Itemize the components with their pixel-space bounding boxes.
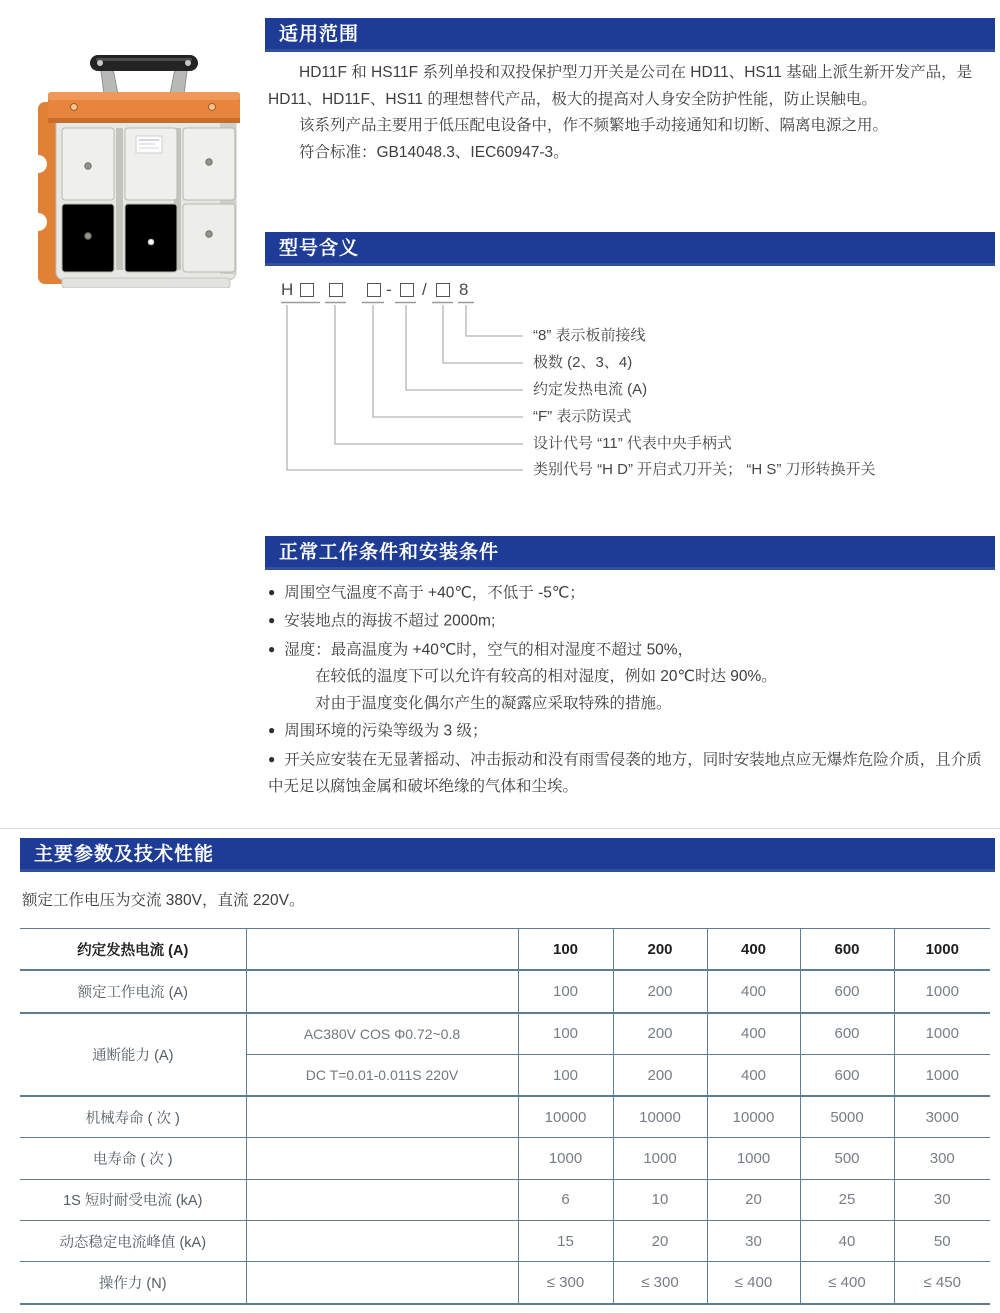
row-label: 额定工作电流 (A) [20,970,246,1012]
cell-value: 5000 [800,1096,894,1138]
model-legend-front-wiring: “8” 表示板前接线 [533,327,646,344]
carry-handle [90,55,198,71]
cell-value: 1000 [894,1013,990,1055]
cell-value: 10000 [613,1096,707,1138]
bullet-icon: ● [268,641,276,656]
cell-value: 400 [707,1054,800,1096]
cell-value: 50 [894,1221,990,1262]
row-label: 约定发热电流 (A) [20,929,246,971]
cell-value: 1000 [894,929,990,971]
cell-value: 600 [800,1013,894,1055]
cell-value: 600 [800,929,894,971]
model-code-box-5 [436,283,450,297]
row-label: 机械寿命 ( 次 ) [20,1096,246,1138]
scope-paragraphs [268,60,995,166]
cell-value: 20 [613,1221,707,1262]
cell-value: ≤ 300 [613,1262,707,1304]
bullet-icon: ● [268,723,276,738]
condition-item-continuation: 对由于温度变化偶尔产生的凝露应采取特殊的措施。 [315,694,672,712]
condition-item: ● 湿度：最高温度为 +40℃时，空气的相对湿度不超过 50%， [268,641,694,659]
cell-value: 200 [613,1013,707,1055]
cell-value: 600 [800,1054,894,1096]
product-photo [16,36,254,288]
cell-value: 600 [800,970,894,1012]
cell-value: ≤ 400 [707,1262,800,1304]
model-legend-poles: 极数 (2、3、4) [533,354,633,371]
cell-value: 300 [894,1138,990,1179]
params-intro: 额定工作电压为交流 380V，直流 220V。 [22,892,305,909]
cell-value: 400 [707,929,800,971]
cell-value: ≤ 400 [800,1262,894,1304]
cell-value: 400 [707,1013,800,1055]
rating-label [136,136,162,153]
row-condition [246,970,518,1012]
condition-item: ● 安装地点的海拔不超过 2000m; [268,612,496,630]
cell-value: 6 [518,1179,613,1220]
cell-value: 10 [613,1179,707,1220]
table-row [20,1221,990,1262]
cell-value: 3000 [894,1096,990,1138]
cell-value: 100 [518,970,613,1012]
cell-value: 15 [518,1221,613,1262]
model-code-slash: / [422,280,427,299]
cell-value: 100 [518,1013,613,1055]
condition-item: ● 开关应安装在无显著摇动、冲击振动和没有雨雪侵袭的地方，同时安装地点应无爆炸危险介质，且介质中无足以腐蚀金属和破坏绝缘的气体和尘埃。 [268,751,982,796]
cell-value: 200 [613,929,707,971]
cell-value: 1000 [894,1054,990,1096]
row-condition: DC T=0.01-0.011S 220V [246,1054,518,1096]
cell-value: 200 [613,970,707,1012]
model-code-suffix: 8 [459,280,469,299]
cell-value: 100 [518,1054,613,1096]
model-code-prefix: H [281,280,294,299]
model-legend-error-proof: “F” 表示防误式 [533,408,632,425]
cell-value: 1000 [613,1138,707,1179]
row-label: 1S 短时耐受电流 (kA) [20,1179,246,1220]
model-code-box-3 [367,283,381,297]
cell-value: 100 [518,929,613,971]
cell-value: 30 [894,1179,990,1220]
bullet-icon: ● [268,751,276,766]
bullet-icon: ● [268,613,276,628]
model-code-box-2 [329,283,343,297]
row-condition [246,1138,518,1179]
row-condition: AC380V COS Φ0.72~0.8 [246,1013,518,1055]
cell-value: 1000 [518,1138,613,1179]
cell-value: 400 [707,970,800,1012]
row-condition [246,1221,518,1262]
model-legend-design-code: 设计代号 “11” 代表中央手柄式 [533,435,732,452]
model-code-diagram [265,272,995,487]
model-legend-thermal-current: 约定发热电流 (A) [533,381,648,398]
model-code-box-4 [400,283,414,297]
row-label: 通断能力 (A) [20,1013,246,1097]
condition-item-continuation: 在较低的温度下可以允许有较高的相对湿度，例如 20℃时达 90%。 [315,667,777,685]
conditions-list [268,579,995,801]
bullet-icon: ● [268,585,276,599]
condition-item: ● 周围环境的污染等级为 3 级； [268,722,488,740]
cell-value: 20 [707,1179,800,1220]
cell-value: 1000 [707,1138,800,1179]
row-condition [246,1179,518,1220]
scope-paragraph-3: 符合标准：GB14048.3、IEC60947-3。 [299,143,569,161]
cell-value: 10000 [707,1096,800,1138]
orange-top-bar [48,92,240,123]
table-row [20,970,990,1012]
section-title-conditions: 正常工作条件和安装条件 [265,536,995,570]
section-title-params: 主要参数及技术性能 [20,838,995,872]
table-row [20,1013,990,1055]
table-row [20,1179,990,1220]
cell-value: ≤ 300 [518,1262,613,1304]
row-label: 电寿命 ( 次 ) [20,1138,246,1179]
cell-value: ≤ 450 [894,1262,990,1304]
table-row [20,929,990,971]
cell-value: 30 [707,1221,800,1262]
params-table [20,928,990,1305]
section-divider [0,828,1000,829]
table-row [20,1262,990,1304]
scope-paragraph-1: HD11F 和 HS11F 系列单投和双投保护型刀开关是公司在 HD11、HS11 基础上派生新开发产品，是 HD11、HD11F、HS11 的理想替代产品，极大的提高对人身安全防护性能，防止误触电。 [268,64,973,108]
section-title-model: 型号含义 [265,232,995,266]
table-row [20,1096,990,1138]
row-label: 动态稳定电流峰值 (kA) [20,1221,246,1262]
model-code-dash: - [386,280,392,299]
cell-value: 1000 [894,970,990,1012]
row-condition [246,1262,518,1304]
row-condition [246,929,518,971]
cell-value: 25 [800,1179,894,1220]
condition-item: ● 周围空气温度不高于 +40℃，不低于 -5℃； [268,584,585,602]
cell-value: 40 [800,1221,894,1262]
model-legend-category-code: 类别代号 “H D” 开启式刀开关； “H S” 刀形转换开关 [533,461,876,478]
scope-paragraph-2: 该系列产品主要用于低压配电设备中，作不频繁地手动接通知和切断、隔离电源之用。 [299,117,889,134]
cell-value: 200 [613,1054,707,1096]
cell-value: 10000 [518,1096,613,1138]
cell-value: 500 [800,1138,894,1179]
section-title-scope: 适用范围 [265,18,995,52]
table-row [20,1138,990,1179]
model-code-box-1 [300,283,314,297]
row-condition [246,1096,518,1138]
row-label: 操作力 (N) [20,1262,246,1304]
